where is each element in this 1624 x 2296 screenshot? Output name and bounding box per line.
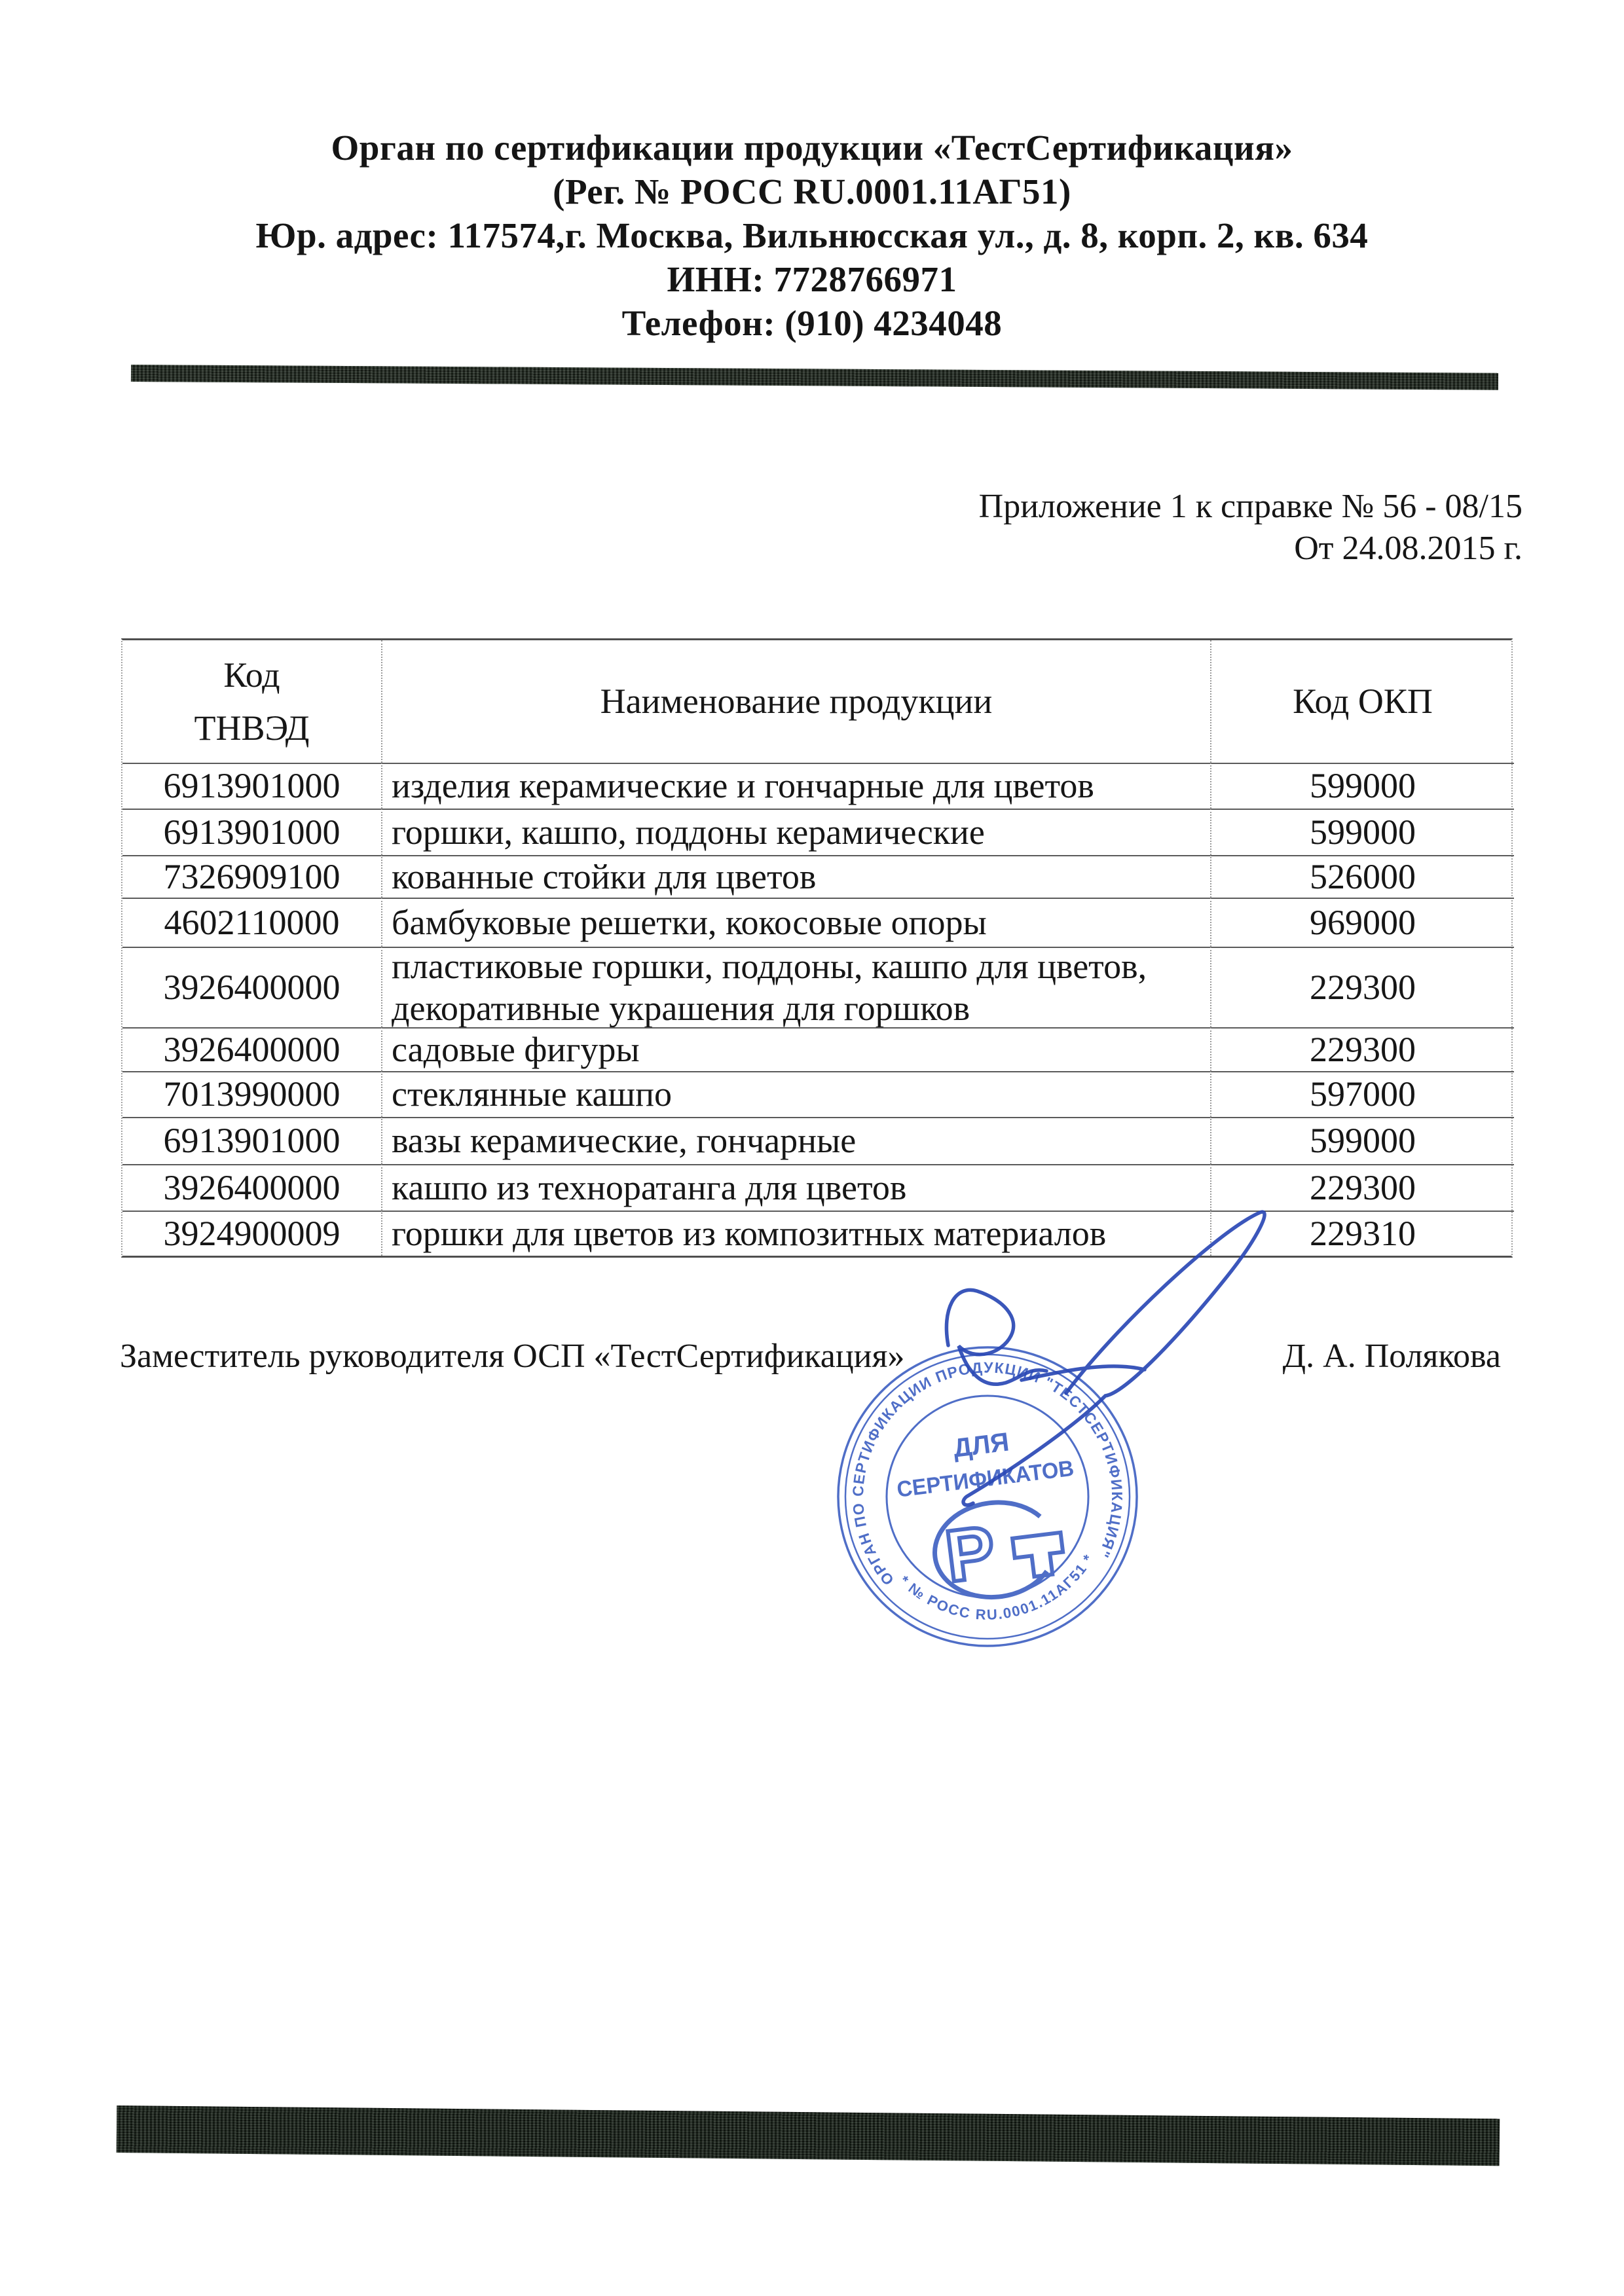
table-cell-name: садовые фигуры <box>381 1027 1210 1071</box>
signatory-title: Заместитель руководителя ОСП «ТестСертификация» <box>120 1338 905 1375</box>
table-cell-okp: 599000 <box>1210 809 1514 855</box>
table-cell-okp: 526000 <box>1210 855 1514 898</box>
table-header-tnved-word1: Код <box>223 655 280 695</box>
table-cell-name: кашпо из техноратанга для цветов <box>381 1164 1210 1211</box>
table-cell-okp: 599000 <box>1210 763 1514 809</box>
table-cell-name: стеклянные кашпо <box>381 1071 1210 1117</box>
annex-date-line: От 24.08.2015 г. <box>1294 530 1522 567</box>
table-cell-okp: 969000 <box>1210 898 1514 947</box>
table-cell-name: бамбуковые решетки, кокосовые опоры <box>381 898 1210 947</box>
phone-line: Телефон: (910) 4234048 <box>621 303 1003 343</box>
table-header-tnved-word2: ТНВЭД <box>194 708 310 748</box>
letterhead <box>0 126 1624 345</box>
org-name-line: Орган по сертификации продукции «ТестСертификация» <box>331 128 1293 168</box>
table-cell-name: кованные стойки для цветов <box>381 855 1210 898</box>
table-header-name: Наименование продукции <box>381 640 1210 763</box>
table-cell-tnved: 6913901000 <box>122 763 381 809</box>
table-cell-okp: 229300 <box>1210 947 1514 1027</box>
table-cell-okp: 229310 <box>1210 1211 1514 1256</box>
stamp-rim-top-text: ОРГАН ПО СЕРТИФИКАЦИИ ПРОДУКЦИИ "ТЕСТСЕРТИФИКАЦИЯ" <box>849 1358 1126 1589</box>
table-cell-name: изделия керамические и гончарные для цветов <box>381 763 1210 809</box>
stamp-center-line2: СЕРТИФИКАТОВ <box>895 1455 1082 1503</box>
table-cell-tnved: 3926400000 <box>122 1027 381 1071</box>
table-cell-tnved: 4602110000 <box>122 898 381 947</box>
table-cell-tnved: 3926400000 <box>122 947 381 1027</box>
table-cell-okp: 229300 <box>1210 1164 1514 1211</box>
table-cell-name: горшки, кашпо, поддоны керамические <box>381 809 1210 855</box>
table-cell-tnved: 7326909100 <box>122 855 381 898</box>
table-cell-tnved: 3926400000 <box>122 1164 381 1211</box>
annex-reference <box>979 486 1522 570</box>
table-header-okp: Код ОКП <box>1210 640 1514 763</box>
table-cell-tnved: 6913901000 <box>122 809 381 855</box>
table-cell-okp: 597000 <box>1210 1071 1514 1117</box>
table-cell-tnved: 3924900009 <box>122 1211 381 1256</box>
table-cell-name: пластиковые горшки, поддоны, кашпо для цветов, декоративные украшения для горшков <box>381 947 1210 1027</box>
rst-logo-p-letter: Р <box>941 1510 1000 1597</box>
stamp-center-line1: ДЛЯ <box>951 1427 1011 1463</box>
footer-bar <box>117 2105 1500 2166</box>
stamp-rim-bottom-text: * № РОСС RU.0001.11АГ51 * <box>896 1550 1098 1623</box>
inn-line: ИНН: 7728766971 <box>667 259 957 299</box>
legal-address-line: Юр. адрес: 117574,г. Москва, Вильнюсская ул., д. 8, корп. 2, кв. 634 <box>255 215 1369 255</box>
registration-number-line: (Рег. № РОСС RU.0001.11АГ51) <box>553 172 1071 211</box>
table-cell-name: горшки для цветов из композитных материалов <box>381 1211 1210 1256</box>
certification-stamp <box>815 1324 1160 1669</box>
table-cell-tnved: 7013990000 <box>122 1071 381 1117</box>
signatory-name: Д. А. Полякова <box>1282 1338 1501 1375</box>
header-divider-bar <box>131 365 1498 390</box>
product-table <box>121 638 1513 1258</box>
table-cell-name: вазы керамические, гончарные <box>381 1117 1210 1164</box>
annex-line: Приложение 1 к справке № 56 - 08/15 <box>978 488 1522 525</box>
table-header-tnved <box>122 640 381 763</box>
table-cell-tnved: 6913901000 <box>122 1117 381 1164</box>
table-cell-okp: 229300 <box>1210 1027 1514 1071</box>
rst-logo-t-shape <box>1012 1533 1065 1579</box>
table-cell-okp: 599000 <box>1210 1117 1514 1164</box>
